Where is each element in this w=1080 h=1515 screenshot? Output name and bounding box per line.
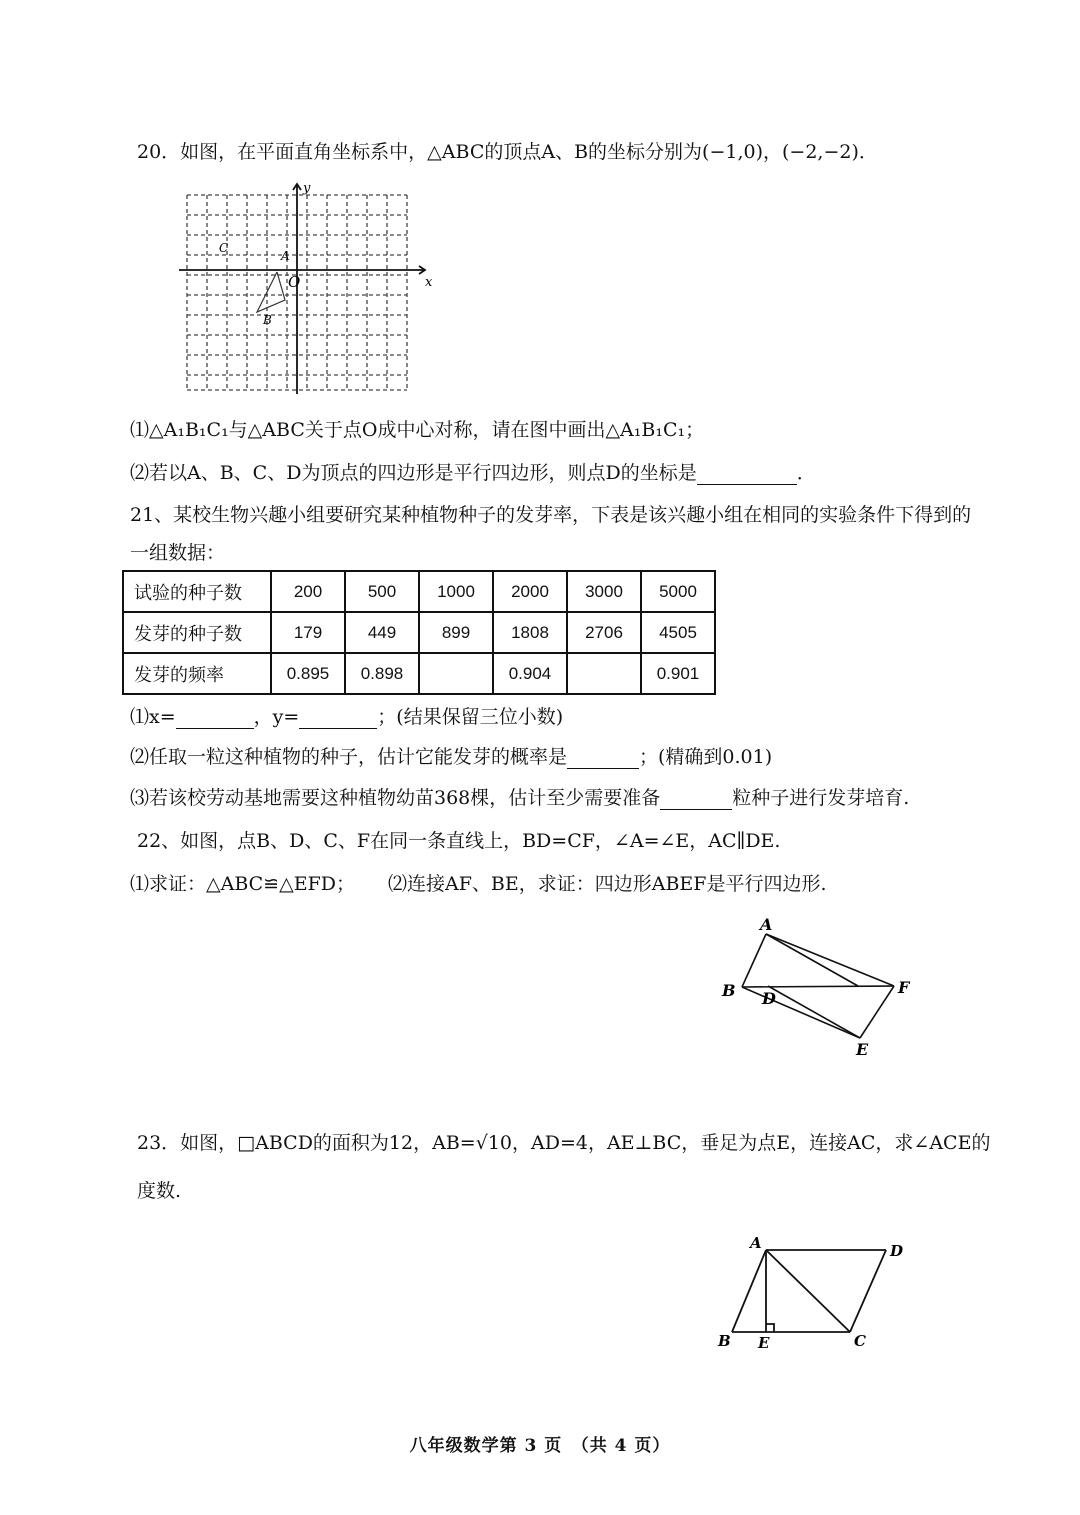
q21-stem-line2: 一组数据： xyxy=(130,542,226,564)
q23-stem-line2: 度数. xyxy=(137,1180,182,1202)
q21-part1-x: ⑴x= xyxy=(130,706,176,728)
table-row xyxy=(123,571,715,612)
y-axis-label: y xyxy=(303,181,311,196)
table-cell: 2000 xyxy=(493,571,567,612)
q23-label-b: B xyxy=(718,1332,731,1350)
q22-figure xyxy=(718,912,923,1062)
row-header: 试验的种子数 xyxy=(123,571,271,612)
table-cell: 4505 xyxy=(641,612,715,653)
q23-label-a: A xyxy=(750,1234,762,1252)
table-cell: 2706 xyxy=(567,612,641,653)
q22-label-f: F xyxy=(898,978,910,997)
table-cell: 0.901 xyxy=(641,653,715,694)
table-cell: 899 xyxy=(419,612,493,653)
q20-answer-blank[interactable] xyxy=(697,466,797,485)
q20-part2-end: ． xyxy=(796,462,816,484)
triangle-abc xyxy=(257,272,285,312)
q21-part1-y: ，y= xyxy=(253,706,300,728)
x-axis-label: x xyxy=(425,275,433,290)
q22-part1: ⑴求证：△ABC≌△EFD； xyxy=(130,873,356,895)
table-cell: 1808 xyxy=(493,612,567,653)
q21-part1-note: ；(结果保留三位小数) xyxy=(377,706,564,728)
page-footer: 八年级数学第 3 页 （共 4 页） xyxy=(409,1436,671,1456)
q21-part3 xyxy=(130,786,909,810)
point-b-label: B xyxy=(263,313,272,327)
point-c-label: C xyxy=(219,241,229,255)
q21-seeds-blank[interactable] xyxy=(660,791,732,810)
q21-part2-note: ；(精确到0.01) xyxy=(639,746,773,768)
q23-label-e: E xyxy=(758,1334,770,1352)
q22-stem: 22、如图，点B、D、C、F在同一条直线上，BD=CF，∠A=∠E，AC∥DE. xyxy=(137,830,781,852)
table-cell: 449 xyxy=(345,612,419,653)
table-cell: 500 xyxy=(345,571,419,612)
q21-data-table xyxy=(122,570,716,695)
origin-label: O xyxy=(288,273,301,291)
table-cell: 5000 xyxy=(641,571,715,612)
table-cell: 200 xyxy=(271,571,345,612)
q20-coordinate-grid xyxy=(175,180,440,395)
q20-part2-text: ⑵若以A、B、C、D为顶点的四边形是平行四边形，则点D的坐标是 xyxy=(130,462,697,484)
table-cell: 0.904 xyxy=(493,653,567,694)
row-header: 发芽的频率 xyxy=(123,653,271,694)
q21-x-blank[interactable] xyxy=(176,710,254,729)
q21-probability-blank[interactable] xyxy=(567,750,639,769)
row-header: 发芽的种子数 xyxy=(123,612,271,653)
q21-part3-end: 粒种子进行发芽培育. xyxy=(732,787,910,809)
q23-label-c: C xyxy=(854,1332,866,1350)
table-cell-x[interactable] xyxy=(419,653,493,694)
q22-label-e: E xyxy=(856,1040,869,1059)
table-cell: 1000 xyxy=(419,571,493,612)
q21-stem-line1: 21、某校生物兴趣小组要研究某种植物种子的发芽率，下表是该兴趣小组在相同的实验条件下得到的 xyxy=(130,504,972,526)
q21-part2 xyxy=(130,745,772,769)
q21-y-blank[interactable] xyxy=(299,710,377,729)
table-cell-y[interactable] xyxy=(567,653,641,694)
table-row xyxy=(123,653,715,694)
q23-stem-line1: 23．如图，□ABCD的面积为12，AB=√10，AD=4，AE⊥BC，垂足为点E，连接AC，求∠ACE的 xyxy=(137,1132,991,1154)
q21-part2-text: ⑵任取一粒这种植物的种子，估计它能发芽的概率是 xyxy=(130,746,568,768)
q23-figure xyxy=(710,1232,910,1357)
q22-part2: ⑵连接AF、BE，求证：四边形ABEF是平行四边形. xyxy=(388,873,827,895)
table-cell: 0.898 xyxy=(345,653,419,694)
q23-label-d: D xyxy=(890,1242,904,1260)
table-cell: 3000 xyxy=(567,571,641,612)
q21-part3-text: ⑶若该校劳动基地需要这种植物幼苗368棵，估计至少需要准备 xyxy=(130,787,661,809)
q22-label-b: B xyxy=(722,981,736,1000)
q20-part1: ⑴△A₁B₁C₁与△ABC关于点O成中心对称，请在图中画出△A₁B₁C₁； xyxy=(130,419,705,441)
point-a-label: A xyxy=(281,249,290,263)
q20-part2 xyxy=(130,461,816,485)
q22-label-d: D xyxy=(762,989,776,1008)
q22-label-a: A xyxy=(760,915,773,934)
q21-part1 xyxy=(130,705,563,729)
table-cell: 179 xyxy=(271,612,345,653)
table-cell: 0.895 xyxy=(271,653,345,694)
q20-stem: 20．如图，在平面直角坐标系中，△ABC的顶点A、B的坐标分别为(−1,0)，(−2,−2)． xyxy=(137,141,878,163)
table-row xyxy=(123,612,715,653)
